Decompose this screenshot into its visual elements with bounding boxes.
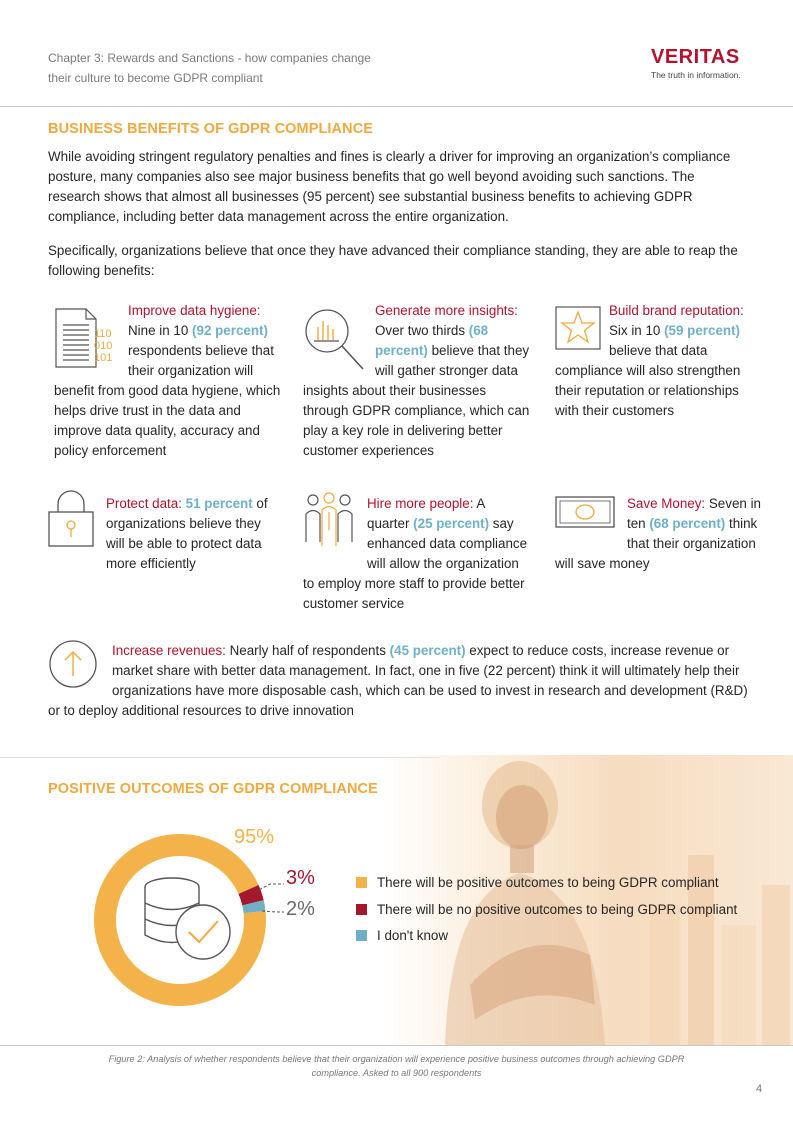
benefit-text: Seven in ten bbox=[627, 496, 761, 531]
benefit-percent: (68 percent) bbox=[649, 516, 726, 531]
legend-label: There will be no positive outcomes to being GDPR compliant bbox=[377, 902, 738, 917]
chapter-header: Chapter 3: Rewards and Sanctions - how companies change their culture to become GDPR compliant bbox=[48, 51, 371, 85]
benefit-label: Build brand reputation: bbox=[609, 303, 744, 318]
benefit-label: Hire more people: bbox=[367, 496, 474, 511]
outcomes-divider bbox=[0, 757, 440, 758]
banknote-icon bbox=[555, 496, 615, 534]
outcomes-title: POSITIVE OUTCOMES OF GDPR COMPLIANCE bbox=[48, 781, 378, 797]
benefit-data-hygiene bbox=[54, 301, 286, 461]
benefits-intro: While avoiding stringent regulatory penalties and fines is clearly a driver for improving an organization’s compliance posture, many companies also see major business benefits that go well beyond avoiding such sanctions. The research shows that almost all businesses (95 percent) see substantial business benefits to achieving GDPR compliance, including better data management across the entire organization. bbox=[48, 149, 731, 224]
benefit-percent: 51 percent bbox=[185, 496, 253, 511]
benefit-insights bbox=[303, 301, 535, 461]
benefit-text: A quarter bbox=[367, 496, 485, 531]
benefit-save-money bbox=[555, 494, 763, 574]
magnifier-chart-icon bbox=[303, 307, 365, 377]
people-group-icon bbox=[303, 492, 355, 554]
donut-label-95: 95% bbox=[234, 826, 275, 848]
arrow-up-circle-icon bbox=[48, 639, 98, 695]
logo-wordmark: VERITAS bbox=[651, 46, 740, 68]
benefit-text: expect to reduce costs, increase revenue or market share with better data management. In fact, one in five (22 percent) think it will ultimately help their organizations have more disposable cash, which can be used to invest in research and development (R&D) or to deploy additional resources to drive innovation bbox=[48, 643, 748, 718]
benefit-text: Nearly half of respondents bbox=[225, 643, 390, 658]
benefit-percent: (25 percent) bbox=[413, 516, 490, 531]
benefit-text: believe that data compliance will also strengthen their reputation or relationships with their customers bbox=[555, 343, 741, 418]
benefit-label: Save Money: bbox=[627, 496, 706, 511]
benefits-lead: Specifically, organizations believe that once they have advanced their compliance standing, they are able to reap the following benefits: bbox=[48, 243, 738, 278]
binary-row: 110 bbox=[94, 328, 112, 340]
logo-tagline: The truth in information. bbox=[651, 70, 741, 80]
legend-item-positive bbox=[356, 875, 719, 890]
legend-label: There will be positive outcomes to being GDPR compliant bbox=[377, 875, 719, 890]
benefit-label: Generate more insights: bbox=[375, 303, 518, 318]
benefit-brand-reputation bbox=[555, 301, 765, 421]
benefit-text: say enhanced data compliance will allow the organization to employ more staff to provide better customer service bbox=[303, 516, 528, 611]
page-number: 4 bbox=[756, 1083, 763, 1095]
legend-label: I don't know bbox=[377, 928, 449, 943]
benefit-hire-people bbox=[303, 494, 528, 614]
binary-row: 010 bbox=[94, 340, 113, 352]
benefit-text: believe that they will gather stronger data insights about their businesses through GDPR compliance, which can play a key role in delivering better customer experiences bbox=[303, 343, 530, 458]
document-binary-icon bbox=[54, 307, 120, 375]
benefit-percent: (68 percent) bbox=[375, 323, 489, 358]
legend-item-dont-know bbox=[356, 928, 448, 943]
benefit-label: Improve data hygiene: bbox=[128, 303, 261, 318]
legend-item-negative bbox=[356, 902, 737, 917]
benefit-percent: (45 percent) bbox=[389, 643, 466, 658]
benefit-text: of organizations believe they will be able to protect data more efficiently bbox=[106, 496, 268, 571]
benefit-label: Protect data: bbox=[106, 496, 182, 511]
veritas-logo bbox=[651, 46, 751, 80]
benefit-label: Increase revenues: bbox=[112, 643, 226, 658]
benefits-title: BUSINESS BENEFITS OF GDPR COMPLIANCE bbox=[48, 121, 374, 137]
benefit-text: Six in 10 bbox=[609, 323, 665, 338]
benefit-increase-revenues bbox=[48, 641, 748, 721]
donut-label-2: 2% bbox=[286, 898, 315, 920]
donut-label-3: 3% bbox=[286, 867, 315, 889]
benefit-percent: (92 percent) bbox=[192, 323, 268, 338]
footer-divider bbox=[0, 1045, 793, 1046]
binary-row: 101 bbox=[94, 352, 113, 364]
database-check-icon bbox=[145, 878, 230, 959]
benefit-percent: (59 percent) bbox=[664, 323, 740, 338]
woman-silhouette-image bbox=[430, 755, 620, 1045]
outcomes-donut-chart bbox=[0, 820, 350, 1040]
legend-swatch bbox=[356, 877, 367, 888]
legend-swatch bbox=[356, 904, 367, 915]
star-badge-icon bbox=[555, 306, 601, 356]
benefit-text: think that their organization will save money bbox=[555, 516, 758, 571]
benefit-text: Over two thirds bbox=[375, 323, 469, 338]
figure-caption: Figure 2: Analysis of whether respondents believe that their organization will experience positive business outcomes through achieving GDPR compliance. Asked to all 900 respondents bbox=[108, 1054, 685, 1078]
benefit-text: respondents believe that their organization will benefit from good data hygiene, which helps drive trust in the data and improve data quality, accuracy and policy enforcement bbox=[54, 343, 281, 458]
city-skyline-image bbox=[640, 795, 793, 1045]
padlock-icon bbox=[48, 490, 94, 554]
legend-swatch bbox=[356, 930, 367, 941]
benefit-protect-data bbox=[48, 494, 270, 574]
header-divider bbox=[0, 106, 793, 107]
benefit-text: Nine in 10 bbox=[128, 323, 193, 338]
